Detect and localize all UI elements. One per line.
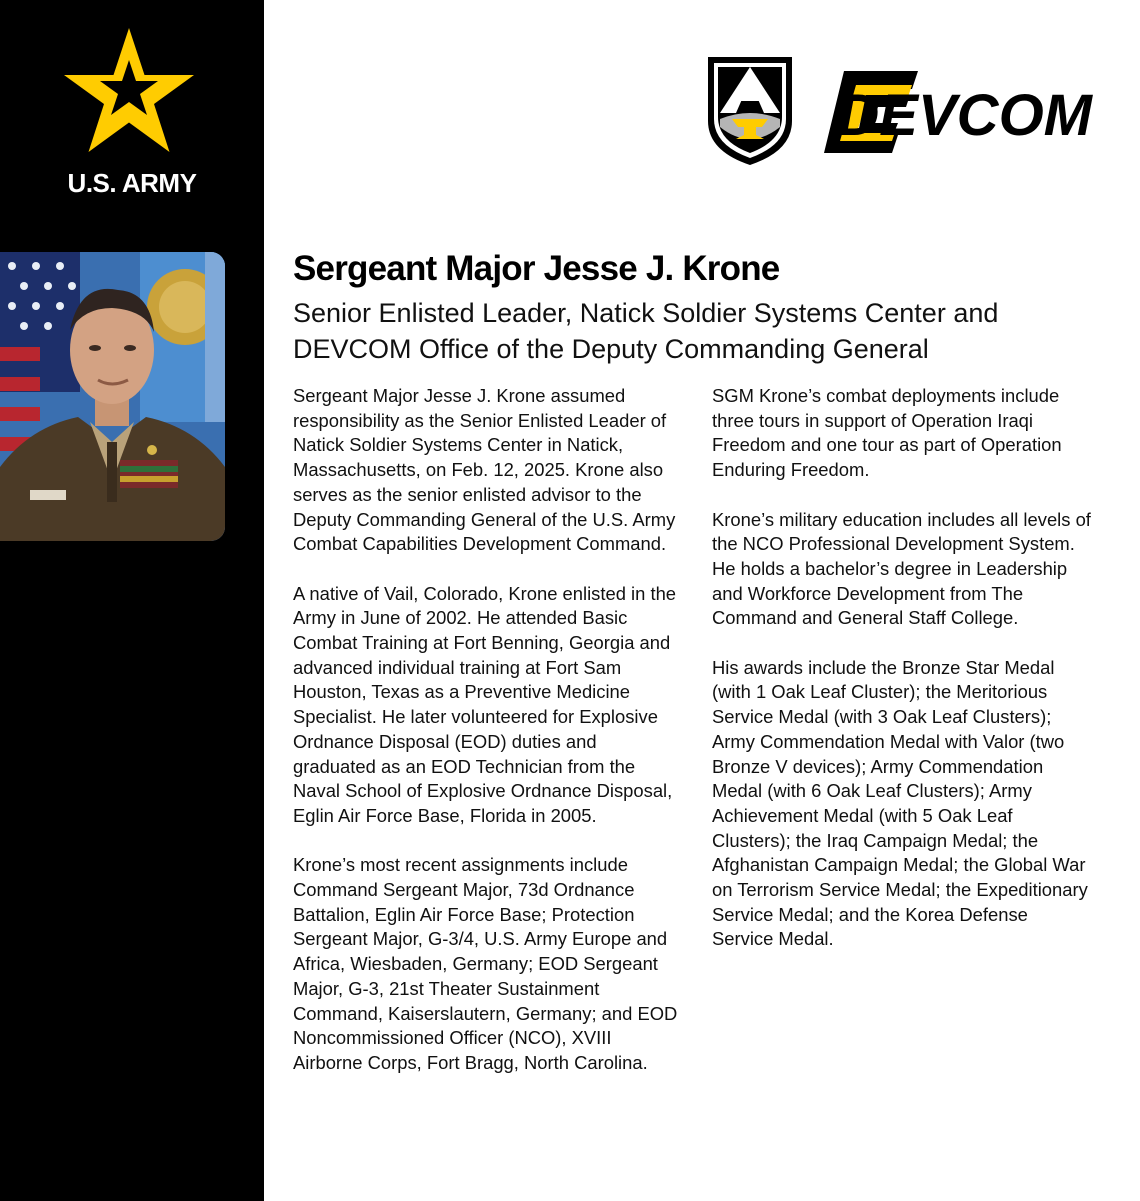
army-star-icon — [62, 28, 196, 154]
bio-right-column — [712, 384, 1092, 977]
bio-left-column — [293, 384, 681, 1100]
devcom-logo — [822, 65, 1098, 159]
bio-paragraph: Sergeant Major Jesse J. Krone assumed responsibility as the Senior Enlisted Leader of Natick Soldier Systems Center in Natick, Massachusetts, on Feb. 12, 2025. Krone also serves as the senior enlisted advisor to the Deputy Commanding General of the U.S. Army Combat Capabilities Development Command. — [293, 385, 676, 555]
bio-paragraph: Krone’s military education includes all levels of the NCO Professional Development System. He holds a bachelor’s degree in Leadership and Workforce Development from The Command and General Staff College. — [712, 508, 1091, 629]
bio-paragraph: Krone’s most recent assignments include Command Sergeant Major, 73d Ordnance Battalion, Eglin Air Force Base; Protection Sergeant Major, G-3/4, U.S. Army Europe and Africa, Wiesbaden, Germany; EOD Sergeant Major, G-3, 21st Theater Sustainment Command, Kaiserslautern, Germany; and EOD Noncommissioned Officer (NCO), XVIII Airborne Corps, Fort Bragg, North Carolina. — [293, 854, 678, 1073]
bio-paragraph: His awards include the Bronze Star Medal (with 1 Oak Leaf Cluster); the Meritorious Service Medal (with 3 Oak Leaf Clusters); Army Commendation Medal with Valor (two Bronze V devices); Army Commendation Medal (with 6 Oak Leaf Clusters); Army Achievement Medal (with 5 Oak Leaf Clusters); the Iraq Campaign Medal; the Afghanistan Campaign Medal; the Global War on Terrorism Service Medal; the Expeditionary Service Medal; and the Korea Defense Service Medal. — [712, 656, 1088, 950]
sidebar — [0, 0, 264, 1201]
position-subtitle: Senior Enlisted Leader, Natick Soldier Systems Center and DEVCOM Office of the Deputy Commanding General — [293, 298, 999, 364]
page-title: Sergeant Major Jesse J. Krone — [293, 249, 780, 288]
army-wordmark: U.S. ARMY — [67, 168, 197, 198]
bio-paragraph: A native of Vail, Colorado, Krone enlisted in the Army in June of 2002. He attended Basic Combat Training at Fort Benning, Georgia and advanced individual training at Fort Sam Houston, Texas as a Preventive Medicine Specialist. He later volunteered for Explosive Ordnance Disposal (EOD) duties and graduated as an EOD Technician from the Naval School of Explosive Ordnance Disposal, Eglin Air Force Base, Florida in 2005. — [293, 582, 677, 826]
official-portrait-photo — [0, 252, 225, 541]
devcom-wordmark: DEVCOM — [837, 83, 1092, 148]
futures-command-shield-icon — [706, 55, 794, 167]
bio-paragraph: SGM Krone’s combat deployments include three tours in support of Operation Iraqi Freedom and one tour as part of Operation Enduring Freedom. — [712, 385, 1062, 481]
